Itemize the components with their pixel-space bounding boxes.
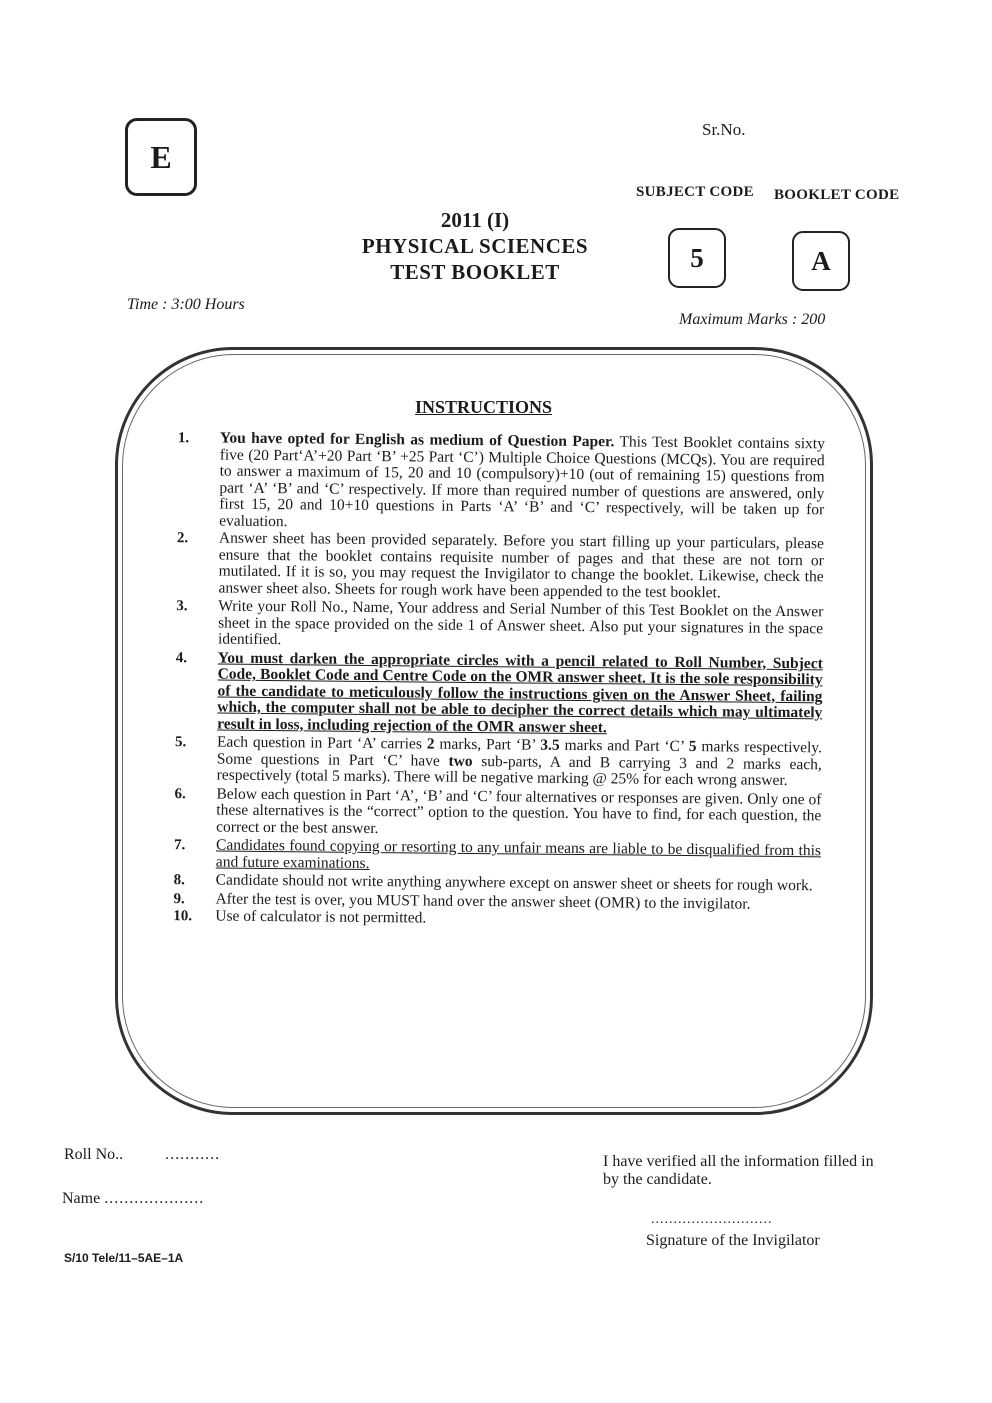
instruction-bold-value: two	[448, 752, 473, 770]
series-letter-box	[125, 118, 197, 196]
instruction-text: Use of calculator is not permitted.	[215, 907, 427, 927]
booklet-code-value: A	[811, 245, 831, 276]
instruction-text-part: Each question in Part ‘A’ carries	[216, 733, 427, 753]
instruction-text: Candidate should not write anything anywhere except on answer sheet or sheets for rough work.	[215, 871, 813, 895]
instruction-item	[159, 785, 821, 841]
instruction-item	[160, 649, 823, 738]
instruction-bold-value: 2	[426, 735, 435, 753]
instruction-bold-lead: You have opted for English as medium of Question Paper.	[219, 429, 615, 451]
maximum-marks: Maximum Marks : 200	[679, 311, 826, 328]
booklet-code-label: BOOKLET CODE	[774, 187, 900, 203]
instruction-bold-value: 3.5	[540, 736, 560, 754]
instruction-number: 9.	[173, 890, 185, 907]
instruction-text-part: marks, Part ‘B’	[434, 735, 541, 754]
instruction-text-part: marks and Part ‘C’	[559, 736, 689, 756]
instruction-number: 1.	[177, 430, 190, 447]
instruction-text: This Test Booklet contains sixty five (20 Part‘A’+20 Part ‘B’ +25 Part ‘C’) Multiple Choice Questions (MCQs). You are required to answer a maximum of 15, 20 and 10 (compulsory)+10 (out of remaining 15) questions from part ‘A’ ‘B’ and ‘C’ respectively. If more than required number of questions are answered, only first 15, 20 and 10+10 questions in Parts ‘A’ ‘B’ and ‘C’ respectively, will be taken up for evaluation.	[219, 433, 825, 530]
instruction-item	[162, 430, 825, 535]
instruction-text: Candidates found copying or resorting to any unfair means are liable to be disqualified from this and future examinations.	[215, 836, 822, 872]
instruction-text: Below each question in Part ‘A’, ‘B’ and ‘C’ four alternatives or responses are given. Only one of these alternatives is the “correct” option to the question. You have to find, for each question, the correct or the best answer.	[216, 785, 822, 837]
roll-no-label: Roll No..	[64, 1146, 124, 1163]
instruction-text: You must darken the appropriate circles with a pencil related to Roll Number, Subject Code, Booklet Code and Centre Code on the OMR answer sheet. It is the sole responsibility of the candidate to meticulously follow the instructions given on the Answer Sheet, failing which, the computer shall not be able to decipher the correct details which may ultimately result in loss, including rejection of the OMR answer sheet.	[217, 649, 823, 736]
subject-code-value: 5	[690, 242, 704, 273]
verification-statement: I have verified all the information filled in by the candidate.	[603, 1153, 874, 1188]
signature-dots: ...........................	[651, 1212, 773, 1227]
instruction-number: 3.	[176, 598, 188, 615]
instruction-bold-value: 5	[688, 738, 697, 756]
time-allowed: Time : 3:00 Hours	[127, 296, 245, 313]
instruction-number: 5.	[174, 734, 187, 751]
title-subject: PHYSICAL SCIENCES	[361, 234, 589, 258]
instruction-text: After the test is over, you MUST hand over the answer sheet (OMR) to the invigilator.	[215, 890, 751, 913]
instruction-number: 4.	[175, 649, 188, 666]
name-label: Name	[62, 1190, 101, 1207]
instruction-item	[161, 598, 823, 654]
instructions-heading: INSTRUCTIONS	[415, 397, 553, 417]
subject-code-label: SUBJECT CODE	[636, 184, 754, 200]
title-year: 2011 (I)	[440, 208, 510, 232]
series-letter: E	[150, 138, 172, 175]
name-dots: ....................	[104, 1190, 205, 1207]
instructions-list	[158, 430, 825, 932]
instruction-item	[161, 530, 824, 602]
instruction-item	[159, 837, 821, 876]
signature-label: Signature of the Invigilator	[646, 1232, 820, 1249]
roll-no-field	[64, 1146, 220, 1164]
instruction-number: 6.	[174, 785, 186, 802]
instruction-number: 8.	[173, 872, 186, 889]
instruction-item	[160, 734, 822, 790]
title-booklet: TEST BOOKLET	[390, 260, 560, 284]
instruction-text-part: marks respectively. Some questions in Part ‘C’ have	[216, 738, 823, 770]
instruction-number: 2.	[176, 530, 189, 547]
instruction-text: Answer sheet has been provided separately. Before you start filling up your particulars, please ensure that the booklet contains requisite number of pages and that these are not torn or mutilated. If it is so, you may request the Invigilator to change the booklet. Likewise, check the answer sheet also. Sheets for rough work have been appended to the test booklet.	[218, 529, 825, 601]
instruction-text: Write your Roll No., Name, Your address and Serial Number of this Test Booklet on the Answer sheet in the space provided on the side 1 of Answer sheet. Also put your signatures in the space identified.	[217, 597, 824, 649]
instruction-number: 10.	[173, 908, 193, 925]
footer-code: S/10 Tele/11–5AE–1A	[64, 1251, 184, 1265]
instruction-number: 7.	[173, 837, 186, 854]
booklet-code-box	[792, 231, 850, 291]
subject-code-box	[668, 228, 726, 288]
instruction-text-part: sub-parts, A and B carrying 3 and 2 marks each, respectively (total 5 marks). There will be negative marking @ 25% for each wrong answer.	[216, 752, 822, 790]
roll-no-dots: ...........	[165, 1146, 221, 1163]
sr-no-label: Sr.No.	[702, 120, 746, 139]
name-field	[62, 1190, 204, 1208]
